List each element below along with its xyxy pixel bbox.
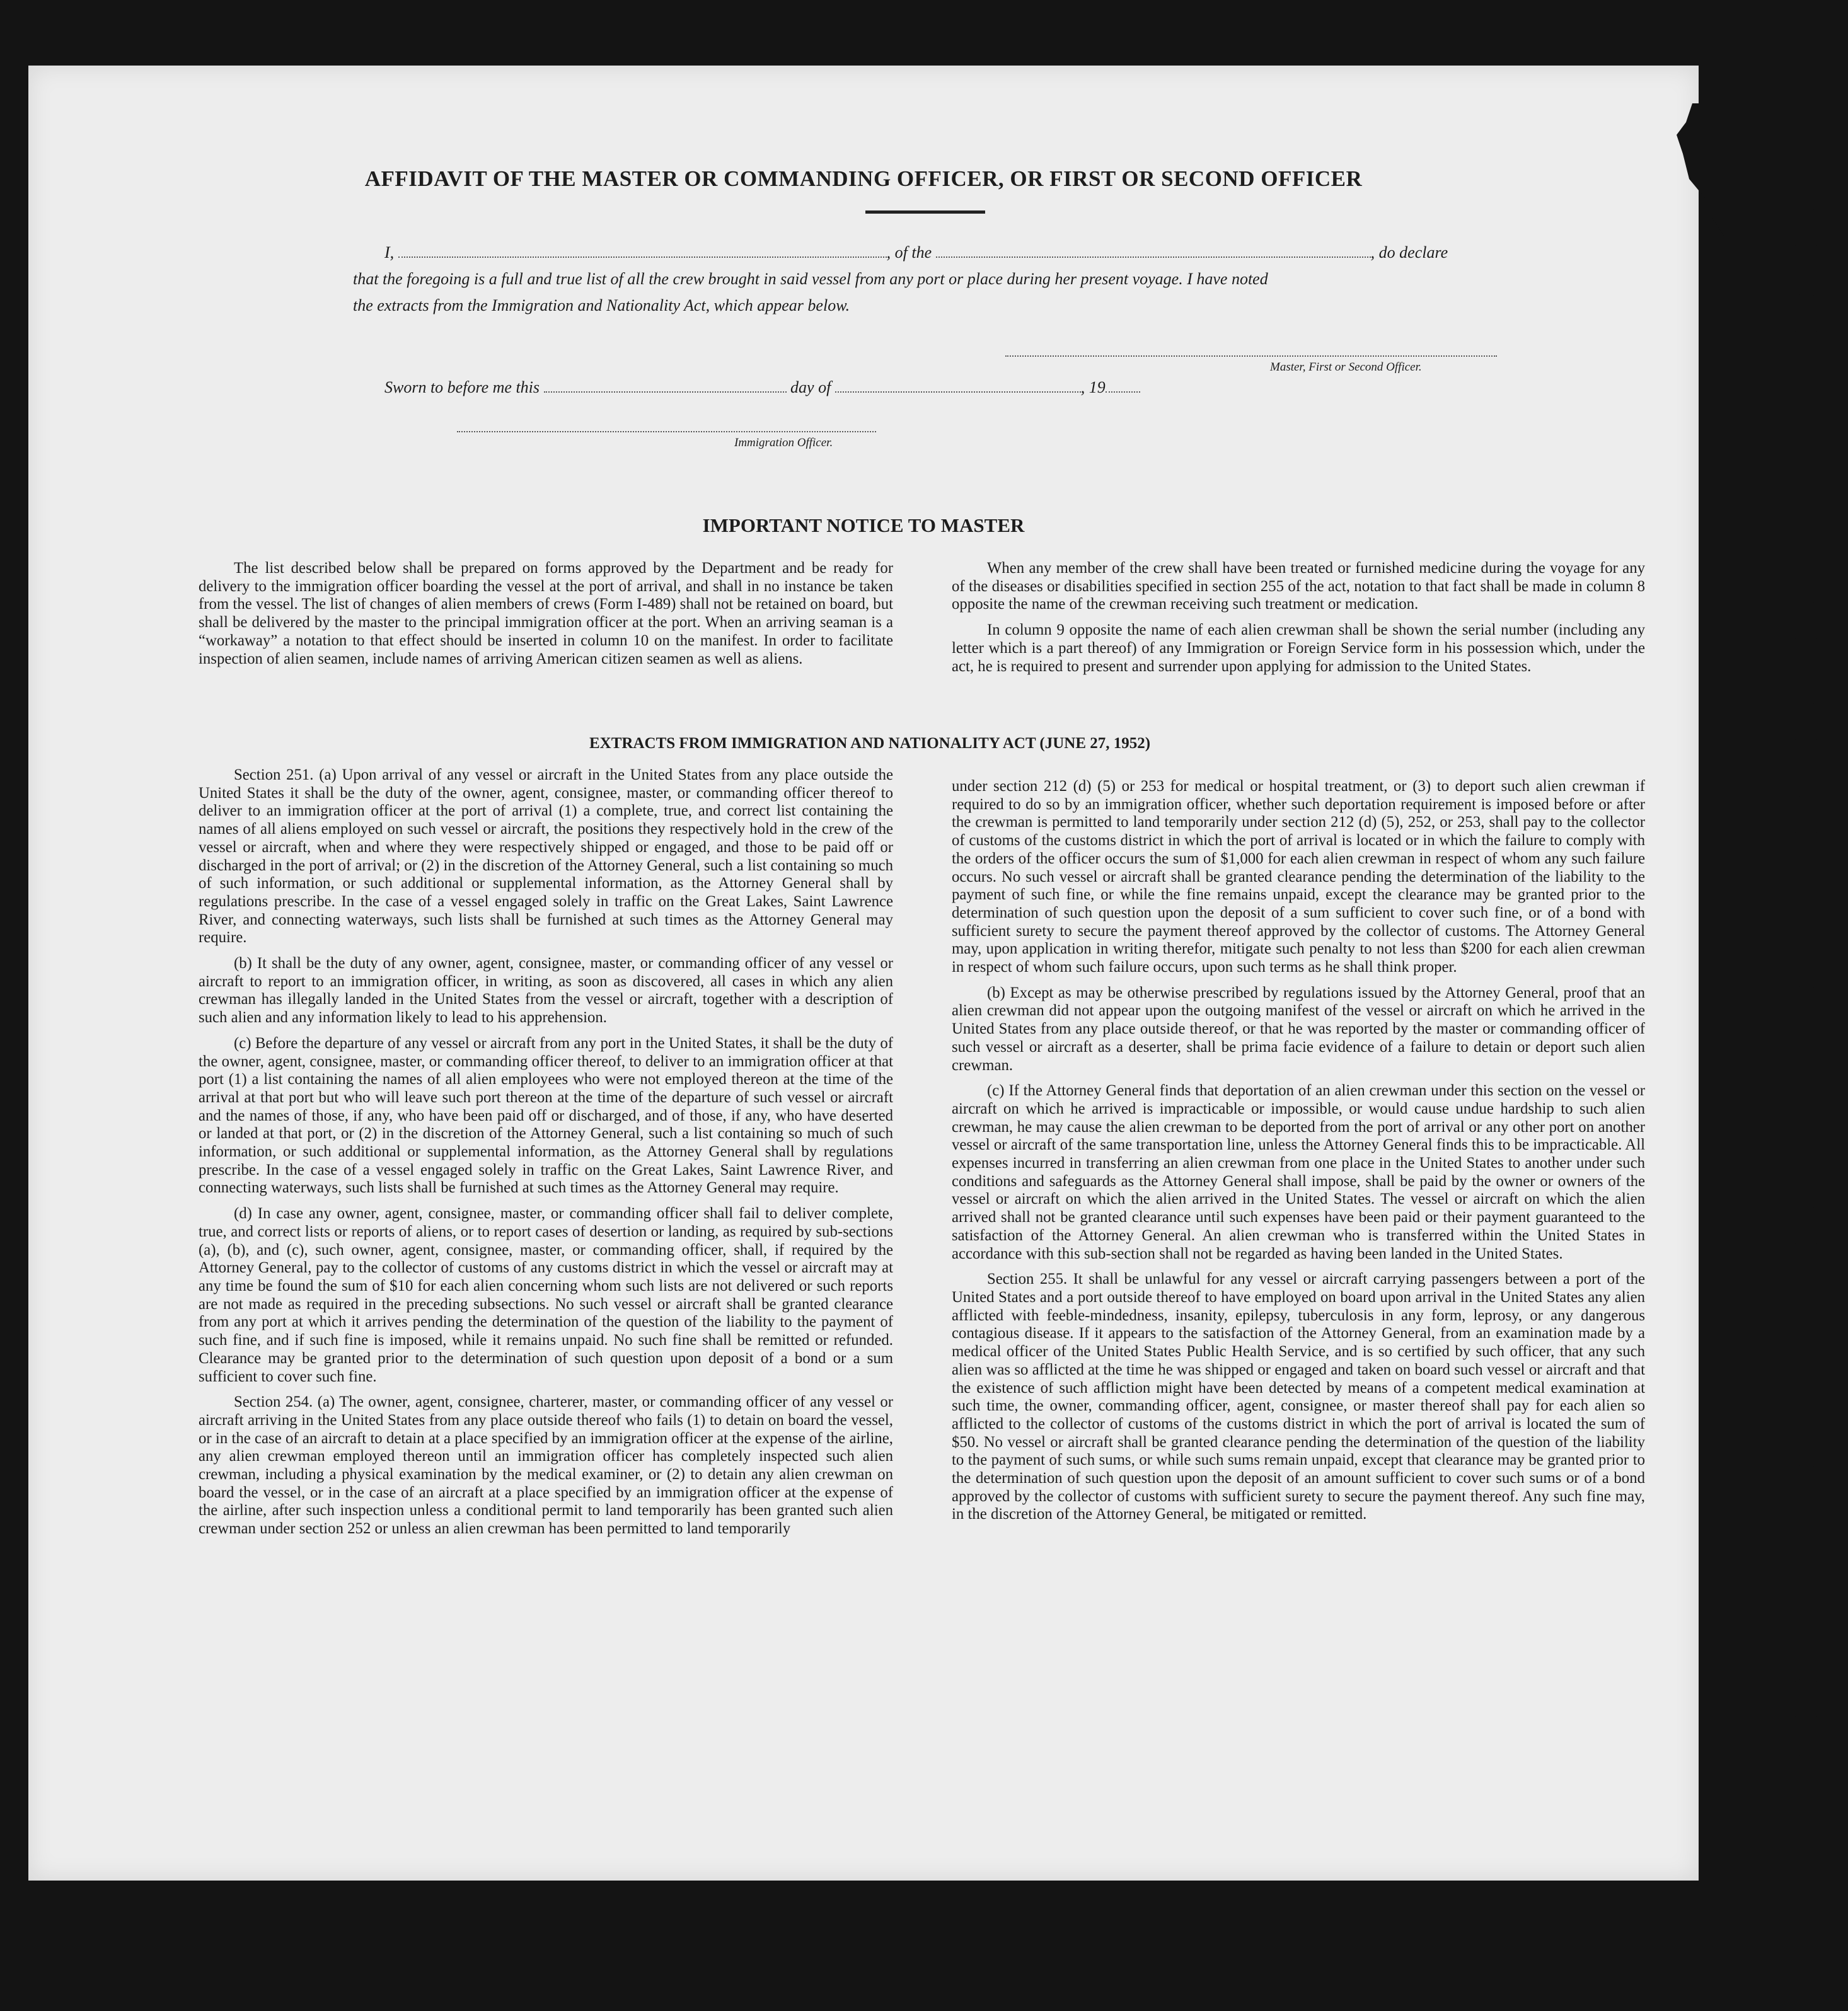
sworn-label: Sworn to before me this	[384, 378, 540, 396]
sworn-year-field[interactable]	[1106, 379, 1140, 393]
affidavit-title: AFFIDAVIT OF THE MASTER OR COMMANDING OFFICER, OR FIRST OR SECOND OFFICER	[364, 166, 1363, 191]
act-section-paragraph: Section 255. It shall be unlawful for any vessel or aircraft carrying passengers between a port of the United States and a port outside thereof to have employed on board upon arrival in the United States any alien afflicted with feeble-mindedness, insanity, epilepsy, tuberculosis in any form, leprosy, or any dangerous contagious disease. If it appears to the satisfaction of the Attorney General, from an examination made by a medical officer of the United States Public Health Service, and is so certified by such officer, that any such alien was so afflicted at the time he was shipped or engaged and taken on board such vessel or aircraft and that the existence of such affliction might have been detected by means of a competent medical examination at such time, the owner, commanding officer, agent, consignee, or master thereof shall pay for each alien so afflicted to the collector of customs of the customs district in which the port of arrival is located the sum of $50. No vessel or aircraft shall be granted clearance pending the determination of the question of the liability to the payment of such sums, or while such sums remain unpaid, except that clearance may be granted prior to the determination of such question upon the deposit of an amount sufficient to cover such sums or of a bond approved by the collector of customs with sufficient surety to secure the payment thereof. Any such fine may, in the discretion of the Attorney General, be mitigated or remitted.	[952, 1271, 1645, 1523]
officer-signature-label: Immigration Officer.	[734, 436, 833, 449]
year-prefix-label: , 19	[1080, 378, 1106, 396]
sworn-line	[384, 378, 1140, 397]
document-page	[28, 66, 1699, 1881]
do-declare-label: , do declare	[1370, 243, 1448, 262]
act-section-paragraph: Section 251. (a) Upon arrival of any vessel or aircraft in the United States from any place outside the United States it shall be the duty of the owner, agent, consignee, master, or commanding officer thereof to deliver to an immigration officer at the port of arrival (1) a complete, true, and correct list containing the names of all aliens employed on such vessel or aircraft, the positions they respectively hold in the crew of the vessel or aircraft, when and where they were respectively shipped or engaged, and those to be paid off or discharged in the port of arrival; or (2) in the discretion of the Attorney General, such a list containing so much of such information, or such additional or supplemental information, as the Attorney General shall by regulations prescribe. In the case of a vessel engaged solely in traffic on the Great Lakes, Saint Lawrence River, and connecting waterways, such lists shall be furnished at such times as the Attorney General may require.	[199, 766, 893, 947]
affidavit-line-2: that the foregoing is a full and true list of all the crew brought in said vessel from any port or place during her present voyage. I have noted	[353, 270, 1268, 288]
master-signature-line[interactable]	[1005, 343, 1497, 357]
binder-hole	[1786, 795, 1826, 836]
act-section-paragraph: under section 212 (d) (5) or 253 for medical or hospital treatment, or (3) to deport such alien crewman if required to do so by an immigration officer, whether such deportation requirement is imposed before or after the crewman is permitted to land temporarily under section 212 (d) (5), 252, or 253, shall pay to the collector of customs of the customs district in which the port of arrival is located or in which the failure to comply with the orders of the officer occurs the sum of $1,000 for each alien crewman in respect of whom any such failure occurs. No such vessel or aircraft shall be granted clearance pending the determination of the liability to the payment of such fine, or while the fine remains unpaid, except the clearance may be granted prior to the determination of such question upon the deposit of a sum sufficient to cover such fine, or of a bond with sufficient surety to secure the payment thereof approved by the collector of customs. The Attorney General may, upon application in writing therefor, mitigate such penalty to not less than $200 for each alien crewman in respect of whom such failure occurs, upon such terms as he shall think proper.	[952, 778, 1645, 976]
affidavit-line-3: the extracts from the Immigration and Nationality Act, which appear below.	[353, 296, 850, 314]
act-section-paragraph: (c) Before the departure of any vessel or aircraft from any port in the United States, it shall be the duty of the owner, agent, consignee, master, or commanding officer thereof, to deliver to an immigration officer at that port (1) a list containing the names of all alien employees who were not employed thereon at the time of the arrival at that port but who will leave such port thereon at the time of the departure of such vessel or aircraft and the names of those, if any, who have been paid off or discharged, and of those, if any, who have deserted or landed at that port, or (2) in the discretion of the Attorney General, such a list containing so much of such information, or such additional or supplemental information, as the Attorney General shall by regulations prescribe. In the case of a vessel engaged solely in traffic on the Great Lakes, Saint Lawrence River, and connecting waterways, such lists shall be furnished at such times as the Attorney General may require.	[199, 1034, 893, 1197]
binder-hole	[1786, 1206, 1826, 1247]
notice-right-column	[952, 560, 1645, 683]
binder-hole	[1786, 294, 1826, 334]
binder-hole	[1786, 1679, 1826, 1719]
binder-hole	[1786, 702, 1826, 742]
master-signature-label: Master, First or Second Officer.	[1270, 360, 1422, 374]
declarant-label: I,	[384, 243, 395, 262]
vessel-name-field[interactable]	[936, 244, 1371, 258]
officer-signature-line[interactable]	[457, 418, 876, 432]
act-section-paragraph: (d) In case any owner, agent, consignee, master, or commanding officer shall fail to deliver complete, true, and correct lists or reports of aliens, or to report cases of desertion or landing, as required by sub-sections (a), (b), and (c), such owner, agent, consignee, master, or commanding officer, shall, if required by the Attorney General, pay to the collector of customs of any customs district in which the vessel or aircraft may at any time be found the sum of $10 for each alien concerning whom such lists are not delivered or such reports are not made as required in the preceding subsections. No such vessel or aircraft shall be granted clearance from any port at which it arrives pending the determination of the question of the liability to the payment of such fine, and if such fine is imposed, while it remains unpaid. No such fine shall be remitted or refunded. Clearance may be granted prior to the determination of such question upon deposit of a bond or a sum sufficient to cover such fine.	[199, 1205, 893, 1385]
of-the-label: , of the	[886, 243, 932, 262]
notice-paragraph: In column 9 opposite the name of each alien crewman shall be shown the serial number (including any letter which is a part thereof) of any Immigration or Foreign Service form in his possession which, under the act, he is required to present and surrender upon applying for admission to the United States.	[952, 621, 1645, 675]
binder-hole	[1786, 1755, 1826, 1795]
notice-title: IMPORTANT NOTICE TO MASTER	[702, 514, 1025, 536]
notice-paragraph: The list described below shall be prepared on forms approved by the Department and be ready for delivery to the immigration officer boarding the vessel at the port of arrival, and shall in no instance be taken from the vessel. The list of changes of alien members of crews (Form I-489) shall not be retained on board, but shall be delivered by the master to the principal immigration officer at the port. When an arriving seaman is a “workaway” a notation to that effect should be inserted in column 10 on the manifest. In order to facilitate inspection of alien seamen, include names of arriving American citizen seamen as well as aliens.	[199, 560, 893, 667]
affidavit-line-1	[384, 243, 1448, 262]
sworn-day-field[interactable]	[544, 379, 787, 393]
day-of-label: day of	[790, 378, 831, 396]
act-section-paragraph: (b) Except as may be otherwise prescribed by regulations issued by the Attorney General, proof that an alien crewman did not appear upon the outgoing manifest of the vessel or aircraft on which he arrived in the United States from any place outside thereof, or that he was reported by the master or commanding officer of such vessel or aircraft as a deserter, shall be prima facie evidence of a failure to detain or deport such alien crewman.	[952, 984, 1645, 1074]
extracts-right-column	[952, 778, 1645, 1531]
binder-hole	[1786, 1465, 1826, 1505]
binder-hole	[1786, 601, 1826, 642]
act-section-paragraph: (b) It shall be the duty of any owner, agent, consignee, master, or commanding officer of any vessel or aircraft to report to an immigration officer, in writing, as soon as discovered, all cases in which any alien crewman has illegally landed in the United States from the vessel or aircraft, together with a description of such alien and any information likely to lead to his apprehension.	[199, 955, 893, 1027]
sworn-month-field[interactable]	[835, 379, 1081, 393]
notice-paragraph: When any member of the crew shall have been treated or furnished medicine during the voyage for any of the diseases or disabilities specified in section 255 of the act, notation to that fact shall be made in column 8 opposite the name of the crewman receiving such treatment or medication.	[952, 560, 1645, 613]
binder-hole	[1786, 208, 1826, 248]
notice-left-column	[199, 560, 893, 676]
extracts-title: EXTRACTS FROM IMMIGRATION AND NATIONALITY ACT (JUNE 27, 1952)	[589, 735, 1151, 752]
extracts-left-column	[199, 766, 893, 1546]
binder-hole	[1786, 986, 1826, 1026]
declarant-name-field[interactable]	[398, 244, 887, 258]
act-section-paragraph: Section 254. (a) The owner, agent, consignee, charterer, master, or commanding officer of any vessel or aircraft arriving in the United States from any place outside thereof who fails (1) to detain on board the vessel, or in the case of an aircraft to detain at a place specified by an immigration officer at the expense of the airline, any alien crewman employed thereon until an immigration officer has completely inspected such alien crewman, including a physical examination by the medical examiner, or (2) to detain any alien crewman on board the vessel, or in the case of an aircraft at a place specified by an immigration officer at the expense of the airline, after such inspection unless a conditional permit to land temporarily has been granted such alien crewman under section 252 or unless an alien crewman has been permitted to land temporarily	[199, 1393, 893, 1538]
act-section-paragraph: (c) If the Attorney General finds that deportation of an alien crewman under this section on the vessel or aircraft on which he arrived is impracticable or impossible, or would cause undue hardship to such alien crewman, he may cause the alien crewman to be deported from the port of arrival or any other port on another vessel or aircraft of the same transportation line, unless the Attorney General finds this to be impracticable. All expenses incurred in transferring an alien crewman from one place in the United States to another under such conditions and safeguards as the Attorney General shall impose, shall be paid by the owner or owners of the vessel or aircraft on which the alien arrived in the United States. The vessel or aircraft on which the alien arrived shall not be granted clearance until such expenses have been paid or their payment guaranteed to the satisfaction of the Attorney General. An alien crewman who is transferred within the United States in accordance with this sub-section shall not be regarded as having been landed in the United States.	[952, 1082, 1645, 1262]
title-rule	[865, 210, 985, 214]
